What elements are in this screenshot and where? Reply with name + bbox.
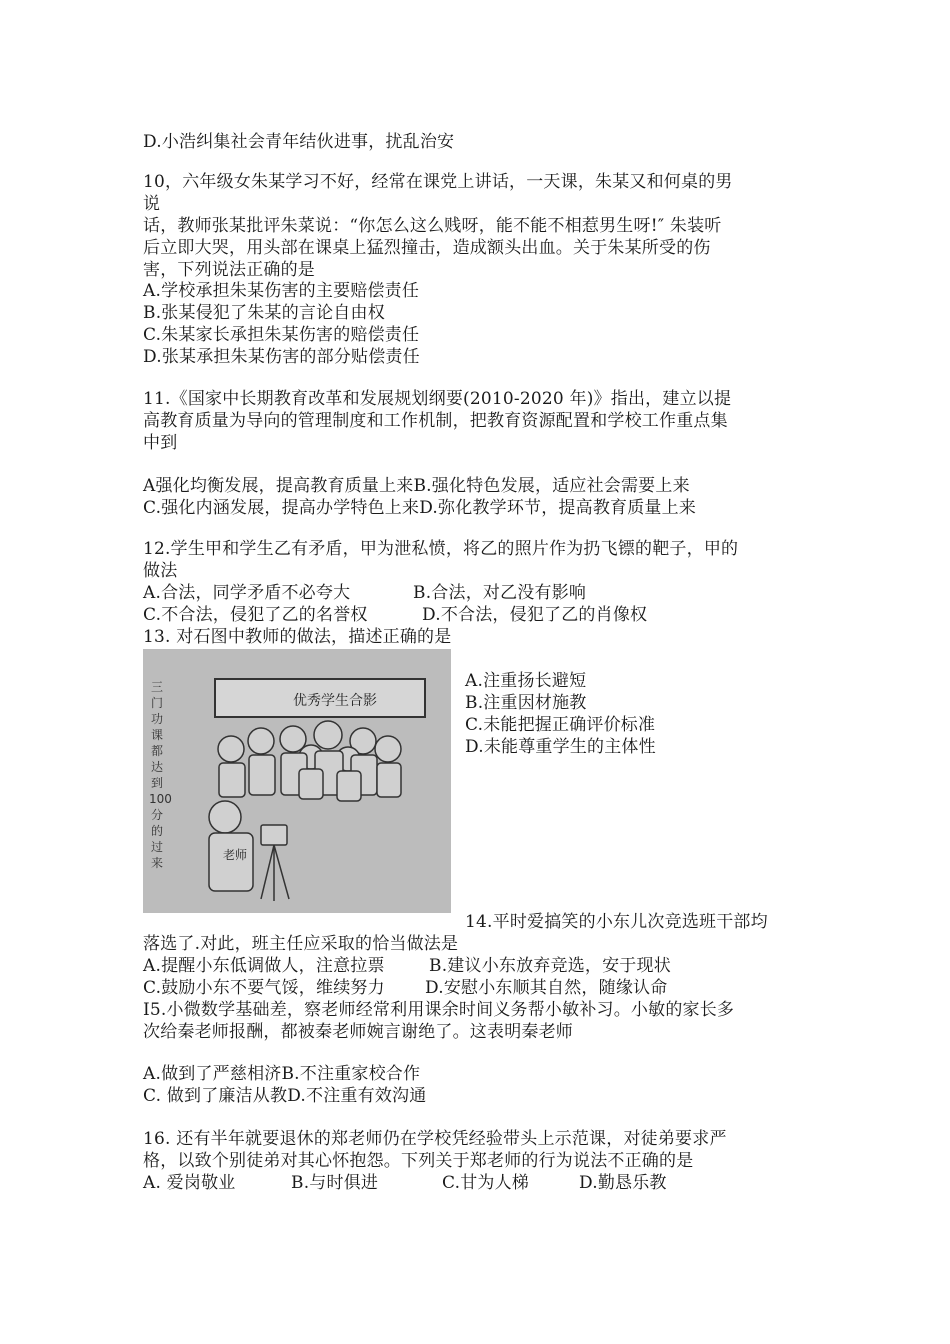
q10-stem-line: 10，六年级女朱某学习不好，经常在课党上讲话，一天课，朱某又和何桌的男 bbox=[143, 172, 733, 192]
q14-option-c: C.鼓励小东不要气馁，维续努力 bbox=[143, 978, 385, 998]
cartoon-drawing bbox=[143, 649, 451, 913]
q10-stem-line: 后立即大哭，用头部在课桌上猛烈撞击，造成额头出血。关于朱某所受的伤 bbox=[143, 238, 711, 258]
q14-option-d: D.安慰小东顺其自然，随缘认命 bbox=[425, 978, 668, 998]
q15-stem-line: I5.小微数学基础差，察老师经常利用课余时间义务帮小敏补习。小敏的家长多 bbox=[143, 1000, 735, 1020]
q13-stem: 13. 对石图中教师的做法，描述正确的是 bbox=[143, 627, 452, 647]
q13-option-a: A.注重扬长避短 bbox=[465, 671, 587, 691]
q12-option-a: A.合法，同学矛盾不必夸大 bbox=[143, 583, 351, 603]
q16-option-c: C.甘为人梯 bbox=[442, 1173, 530, 1193]
q9-option-d: D.小浩纠集社会青年结伙进事，扰乱治安 bbox=[143, 132, 455, 152]
q11-stem-line: 11.《国家中长期教育改革和发展规划纲要(2010-2020 年)》指出，建立以提 bbox=[143, 389, 732, 409]
q14-option-b: B.建议小东放弃竞选，安于现状 bbox=[429, 956, 671, 976]
teacher-badge-text: 老师 bbox=[223, 848, 248, 862]
q12-option-b: B.合法，对乙没有影响 bbox=[413, 583, 587, 603]
q12-option-c: C.不合法，侵犯了乙的名誉权 bbox=[143, 605, 368, 625]
q10-option-a: A.学校承担朱某伤害的主要赔偿责任 bbox=[143, 281, 420, 301]
q16-option-b: B.与时俱进 bbox=[291, 1173, 379, 1193]
q11-options-line: A强化均衡发展，提高教育质量上来B.强化特色发展，适应社会需要上来 bbox=[143, 476, 690, 496]
q13-option-b: B.注重因材施教 bbox=[465, 693, 587, 713]
q13-option-c: C.未能把握正确评价标准 bbox=[465, 715, 656, 735]
q11-stem-line: 高教育质量为导向的管理制度和工作机制，把教育资源配置和学校工作重点集 bbox=[143, 411, 728, 431]
q12-stem-line: 做法 bbox=[143, 561, 178, 581]
q15-options-line: C. 做到了廉洁从教D.不注重有效沟通 bbox=[143, 1086, 427, 1106]
q12-stem-line: 12.学生甲和学生乙有矛盾，甲为泄私愤，将乙的照片作为扔飞镖的靶子，甲的 bbox=[143, 539, 739, 559]
q12-option-d: D.不合法，侵犯了乙的肖像权 bbox=[422, 605, 648, 625]
q11-stem-line: 中到 bbox=[143, 433, 178, 453]
q16-option-d: D.勤恳乐教 bbox=[579, 1173, 667, 1193]
q10-option-b: B.张某侵犯了朱某的言论自由权 bbox=[143, 303, 385, 323]
q14-stem-line: 14.平时爱搞笑的小东儿次竞选班干部均 bbox=[465, 912, 768, 932]
q15-options-line: A.做到了严慈相济B.不注重家校合作 bbox=[143, 1064, 421, 1084]
q16-stem-line: 格，以致个别徒弟对其心怀抱怨。下列关于郑老师的行为说法不正确的是 bbox=[143, 1151, 694, 1171]
q14-option-a: A.提醒小东低调做人，注意拉票 bbox=[143, 956, 385, 976]
q10-stem-line: 话，教师张某批评朱菜说：“你怎么这么贱呀，能不能不相惹男生呀!″ 朱装听 bbox=[143, 216, 722, 236]
q13-option-d: D.未能尊重学生的主体性 bbox=[465, 737, 656, 757]
side-caption-text: 三门功 课都达 到 100 分 的过来 bbox=[149, 680, 172, 870]
q10-stem-line: 说 bbox=[143, 194, 161, 214]
q10-stem-line: 害，下列说法正确的是 bbox=[143, 260, 315, 280]
q10-option-d: D.张某承担朱某伤害的部分贴偿责任 bbox=[143, 347, 420, 367]
q11-options-line: C.强化内涵发展，提高办学特色上来D.弥化教学环节，提高教育质量上来 bbox=[143, 498, 697, 518]
q15-stem-line: 次给秦老师报酬，都被秦老师婉言谢绝了。这表明秦老师 bbox=[143, 1022, 573, 1042]
q10-option-c: C.朱某家长承担朱某伤害的赔偿责任 bbox=[143, 325, 420, 345]
q14-stem-line: 落选了.对此，班主任应采取的恰当做法是 bbox=[143, 934, 459, 954]
q16-stem-line: 16. 还有半年就要退休的郑老师仍在学校凭经验带头上示范课，对徒弟要求严 bbox=[143, 1129, 727, 1149]
banner-text: 优秀学生合影 bbox=[293, 693, 377, 709]
teacher-photographing-students-illustration bbox=[143, 649, 451, 913]
q16-option-a: A. 爱岗敬业 bbox=[143, 1173, 236, 1193]
